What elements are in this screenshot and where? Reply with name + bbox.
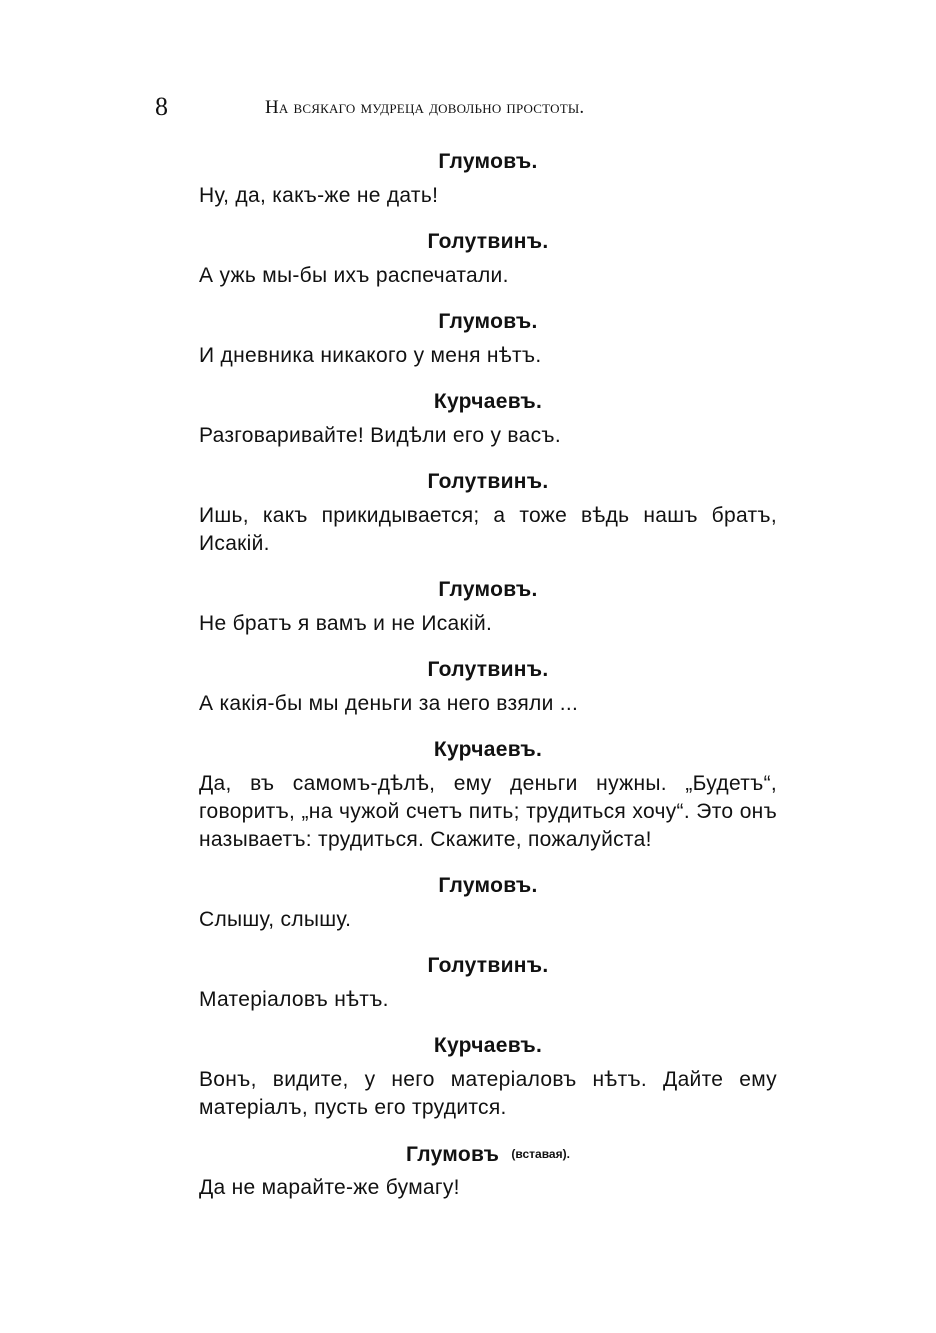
speech-line: Разговаривайте! Видѣли его у васъ. <box>199 424 561 447</box>
speech-line: Слышу, слышу. <box>199 908 352 931</box>
speaker-name: Глумовъ. <box>438 578 538 601</box>
running-title: На всякаго мудреца довольно простоты. <box>265 97 585 118</box>
speaker-name: Глумовъ. <box>438 310 538 333</box>
page-number: 8 <box>155 92 168 121</box>
play-text <box>199 148 777 1220</box>
speaker-name: Голутвинъ. <box>427 954 549 977</box>
speaker-name: Глумовъ <box>406 1143 500 1166</box>
speaker-name: Курчаевъ. <box>433 738 543 761</box>
running-head <box>155 92 755 126</box>
speech-line: Ишь, какъ прикидывается; а тоже вѣдь нашъ братъ, Исакій. <box>199 504 777 555</box>
speaker-name: Курчаевъ. <box>433 1034 543 1057</box>
speech-line: А какія-бы мы деньги за него взяли ... <box>199 692 579 715</box>
speech-line: А ужь мы-бы ихъ распечатали. <box>199 264 509 287</box>
speaker-name: Курчаевъ. <box>433 390 543 413</box>
speech-line: Ну, да, какъ-же не дать! <box>199 184 439 207</box>
speaker-name: Глумовъ. <box>438 150 538 173</box>
speaker-name: Голутвинъ. <box>427 470 549 493</box>
speech-line: Вонъ, видите, у него матеріаловъ нѣтъ. Дайте ему матеріалъ, пусть его трудится. <box>199 1068 777 1119</box>
speech-line: Матеріаловъ нѣтъ. <box>199 988 389 1011</box>
speaker-name: Глумовъ. <box>438 874 538 897</box>
speech-line: И дневника никакого у меня нѣтъ. <box>199 344 542 367</box>
speech-line: Не братъ я вамъ и не Исакій. <box>199 612 493 635</box>
stage-direction: (вставая). <box>511 1147 570 1161</box>
speaker-name: Голутвинъ. <box>427 658 549 681</box>
speaker-with-direction <box>199 1140 777 1168</box>
speaker-name: Голутвинъ. <box>427 230 549 253</box>
speech-line: Да не марайте-же бумагу! <box>199 1176 460 1199</box>
speech-line: Да, въ самомъ-дѣлѣ, ему деньги нужны. „Будетъ“, говоритъ, „на чужой счетъ пить; трудиться хочу“. Это онъ называетъ: трудиться. Скажите, пожалуйста! <box>199 772 777 851</box>
